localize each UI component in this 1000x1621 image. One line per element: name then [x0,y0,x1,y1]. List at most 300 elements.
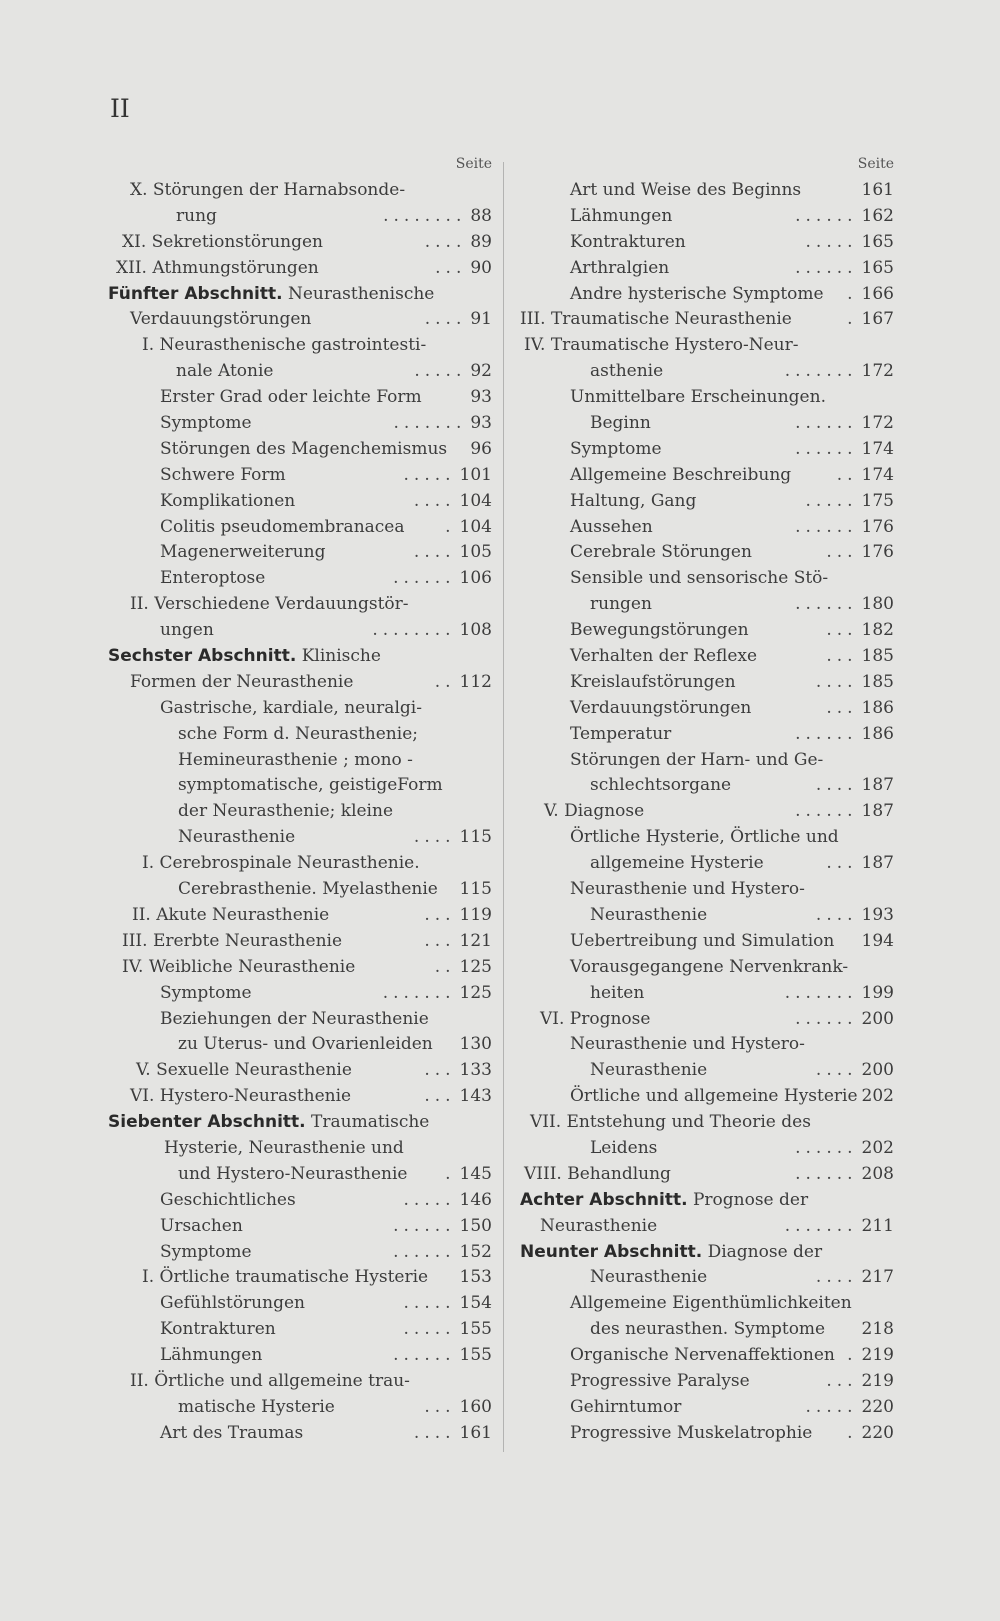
toc-page-number: 125 [459,982,492,1003]
toc-page-number: 145 [459,1163,492,1184]
toc-entry-title [108,644,381,670]
toc-entry-text: Leidens [590,1137,658,1158]
toc-page-number: 161 [861,180,894,200]
toc-page-number: 174 [861,464,894,485]
toc-entry [108,385,492,411]
toc-page-number: 217 [861,1267,894,1288]
toc-entry-title [160,411,252,437]
toc-entry-text: Beginn [590,413,651,434]
toc-entry-title [590,851,764,877]
toc-page-number: 104 [459,490,492,511]
toc-entry [520,566,894,592]
toc-page-number: 202 [861,1086,894,1107]
toc-entry-text: Sensible und sensorische Stö- [570,568,829,589]
toc-entry [108,644,492,670]
toc-page-number: 155 [459,1319,492,1340]
toc-entry-text: rung [176,205,217,226]
toc-entry-title [178,877,438,903]
toc-entry-title [520,1188,808,1214]
toc-page-number: 199 [861,982,894,1003]
toc-entry-text: Art des Traumas [160,1422,304,1443]
toc-entry-title [176,204,217,230]
toc-entry-text: III. Ererbte Neurasthenie [122,930,343,951]
dot-leader: ...... [795,723,858,744]
toc-entry-title [160,618,214,644]
toc-entry-text: des neurasthen. Symptome [590,1319,826,1340]
section-heading: Siebenter Abschnitt. [108,1112,306,1133]
toc-entry [108,1265,492,1291]
toc-entry [520,515,894,541]
toc-entry-text: nale Atonie [176,361,274,382]
toc-entry-title [570,1291,852,1317]
toc-entry-text: Neurasthenie [540,1215,658,1236]
toc-entry-text: Komplikationen [160,490,296,511]
toc-page-number: 186 [861,723,894,744]
toc-entry-text: Neurasthenie [590,1060,708,1081]
toc-entry [108,204,492,230]
toc-entry-text: V. Sexuelle Neurasthenie [136,1060,352,1081]
toc-entry-text: Neurasthenische [282,283,435,304]
toc-page-number: 161 [459,1422,492,1443]
dot-leader: . [445,516,456,537]
dot-leader: ...... [795,438,858,459]
toc-entry [108,1162,492,1188]
toc-entry [520,1291,894,1317]
toc-page-number: 154 [459,1293,492,1314]
toc-page-number: 211 [861,1215,894,1236]
toc-entry [108,566,492,592]
toc-entry-title [570,955,848,981]
dot-leader: . [847,1345,858,1366]
toc-entry [520,540,894,566]
dot-leader: ....... [784,361,858,382]
toc-page-number: 143 [459,1086,492,1107]
toc-entry-title [160,566,265,592]
dot-leader: ... [435,257,467,278]
toc-entry-title [570,696,751,722]
toc-entry-title [178,748,413,774]
toc-entry [108,1214,492,1240]
dot-leader: . [847,283,858,304]
page-number: II [110,94,130,123]
toc-entry-title [160,1240,252,1266]
toc-page-number: 125 [459,956,492,977]
toc-entry-text: VI. Hystero-Neurasthenie [130,1086,352,1107]
toc-entry-text: Kontrakturen [160,1319,276,1340]
toc-page-number: 208 [861,1163,894,1184]
toc-entry-text: heiten [590,982,645,1003]
dot-leader: ... [826,620,858,641]
toc-page-number: 93 [470,413,492,434]
toc-entry [108,1369,492,1395]
toc-entry-title [570,230,686,256]
toc-entry [520,333,894,359]
toc-entry-text: I. Neurasthenische gastrointesti- [142,335,427,356]
dot-leader: .... [815,1267,858,1288]
toc-entry-title [570,256,669,282]
toc-entry [520,204,894,230]
toc-entry-title [160,1214,243,1240]
toc-entry [520,1188,894,1214]
toc-page-number: 88 [470,205,492,226]
toc-entry-text: Verhalten der Reflexe [570,646,758,667]
toc-entry [520,799,894,825]
toc-entry-title [570,489,696,515]
dot-leader: .... [815,1060,858,1081]
toc-page-number: 187 [861,853,894,874]
toc-entry-title [142,1265,428,1291]
toc-entry [520,1110,894,1136]
toc-entry-text: Progressive Paralyse [570,1370,750,1391]
toc-entry-title [142,333,426,359]
toc-entry [108,1110,492,1136]
toc-entry-title [160,489,295,515]
toc-entry-title [570,1084,858,1110]
toc-entry-text: Vorausgegangene Nervenkrank- [570,956,849,977]
toc-entry [520,773,894,799]
toc-page-number: 175 [861,490,894,511]
toc-entry-title [570,178,801,204]
toc-entry-text: Kreislaufstörungen [570,671,736,692]
toc-entry-title [570,670,736,696]
toc-entry-title [524,1162,671,1188]
toc-entry-text: Lähmungen [570,205,673,226]
dot-leader: ..... [414,361,467,382]
toc-entry [108,1084,492,1110]
toc-entry-title [540,1214,657,1240]
toc-entry-title [570,722,671,748]
toc-entry-title [160,981,252,1007]
toc-entry-text: Erster Grad oder leichte Form [160,387,422,408]
toc-entry-text: Symptome [160,982,252,1003]
toc-entry [108,722,492,748]
toc-entry-text: Beziehungen der Neurasthenie [160,1008,429,1029]
toc-page-number: 108 [459,620,492,641]
toc-page-number: 167 [861,309,894,330]
toc-entry-text: zu Uterus- und Ovarienleiden [178,1034,433,1055]
toc-entry [108,282,492,308]
toc-entry-text: II. Örtliche und allgemeine trau- [130,1370,410,1391]
toc-entry [520,1369,894,1395]
toc-right-lines [520,178,894,1447]
toc-entry-title [590,592,652,618]
toc-entry [520,1265,894,1291]
toc-entry-text: Traumatische [305,1112,430,1133]
toc-entry [520,1058,894,1084]
toc-page-number: 219 [861,1345,894,1366]
toc-entry-text: rungen [590,594,652,615]
toc-page-number: 193 [861,904,894,925]
toc-entry [108,178,492,204]
toc-page-number: 115 [459,827,492,848]
toc-entry-text: II. Verschiedene Verdauungstör- [130,594,409,615]
toc-entry-title [520,1240,822,1266]
toc-page-number: 133 [459,1060,492,1081]
dot-leader: ...... [795,1008,858,1029]
toc-entry-title [160,437,447,463]
toc-entry [520,877,894,903]
dot-leader: ....... [784,982,858,1003]
toc-page-number: 172 [861,413,894,434]
toc-page-number: 112 [459,671,492,692]
toc-entry [520,929,894,955]
toc-entry-title [122,230,323,256]
toc-entry-title [570,644,757,670]
toc-entry-title [160,1317,276,1343]
toc-page-number: 91 [470,309,492,330]
toc-entry-text: Neurasthenie und Hystero- [570,1034,805,1055]
toc-entry [108,1343,492,1369]
toc-entry [520,644,894,670]
dot-leader: .. [836,464,858,485]
toc-page-number: 152 [459,1241,492,1262]
toc-entry [108,359,492,385]
toc-entry-text: symptomatische, geistigeForm [178,775,443,796]
toc-entry-text: Hemineurasthenie ; mono - [178,749,413,770]
toc-page-number: 180 [861,594,894,615]
dot-leader: ....... [382,982,456,1003]
toc-entry-text: Temperatur [570,723,672,744]
toc-entry-text: IV. Weibliche Neurasthenie [122,956,356,977]
toc-entry [108,799,492,825]
dot-leader: .... [413,542,456,563]
toc-entry-title [130,307,311,333]
toc-entry-text: ungen [160,620,214,641]
dot-leader: .... [413,1422,456,1443]
toc-page-number: 153 [459,1267,492,1288]
seite-header-left: Seite [455,156,492,172]
toc-entry-title [160,385,422,411]
toc-entry [520,1214,894,1240]
toc-entry [520,1343,894,1369]
toc-entry [520,307,894,333]
toc-entry [520,489,894,515]
toc-entry [520,825,894,851]
toc-entry-text: Symptome [160,413,252,434]
toc-entry-title [130,178,405,204]
toc-entry [520,618,894,644]
toc-page-number: 176 [861,542,894,563]
dot-leader: .. [434,671,456,692]
toc-entry-title [164,1136,404,1162]
dot-leader: ... [424,930,456,951]
toc-entry-title [590,359,663,385]
toc-entry [108,256,492,282]
toc-entry-text: III. Traumatische Neurasthenie [520,309,792,330]
dot-leader: ....... [393,413,467,434]
toc-entry [108,307,492,333]
toc-entry [108,696,492,722]
toc-entry [520,1421,894,1447]
toc-page-number: 101 [459,464,492,485]
toc-entry-text: Cerebrale Störungen [570,542,752,563]
toc-entry [520,696,894,722]
dot-leader: . [847,309,858,330]
toc-entry-title [590,1058,707,1084]
toc-page-number: 194 [861,930,894,951]
toc-left-column [108,156,492,1447]
toc-entry-title [590,981,644,1007]
toc-entry-text: X. Störungen der Harnabsonde- [130,180,406,200]
toc-entry-text: Aussehen [570,516,653,537]
toc-entry-text: Organische Nervenaffektionen [570,1345,835,1366]
toc-entry [108,1240,492,1266]
toc-entry [520,670,894,696]
toc-entry-title [570,540,752,566]
toc-entry-title [570,825,839,851]
dot-leader: ....... [784,1215,858,1236]
toc-entry-title [520,307,792,333]
toc-page-number: 220 [861,1396,894,1417]
toc-page-number: 200 [861,1060,894,1081]
toc-entry-text: XI. Sekretionstörungen [122,231,323,252]
toc-entry-text: XII. Athmungstörungen [116,257,319,278]
toc-page-number: 105 [459,542,492,563]
toc-entry-title [178,722,418,748]
toc-entry-title [116,256,319,282]
toc-entry-title [108,1110,429,1136]
dot-leader: ........ [383,205,467,226]
toc-page-number: 219 [861,1370,894,1391]
dot-leader: . [847,1422,858,1443]
dot-leader: .... [815,904,858,925]
toc-entry [108,230,492,256]
dot-leader: ..... [403,1293,456,1314]
dot-leader: ...... [795,413,858,434]
toc-page-number: 150 [459,1215,492,1236]
toc-entry-title [570,1421,812,1447]
toc-entry-title [142,851,420,877]
toc-page-number: 220 [861,1422,894,1443]
toc-entry-text: Neurasthenie [590,904,708,925]
toc-entry [108,877,492,903]
toc-entry-title [570,515,653,541]
toc-page-number: 182 [861,620,894,641]
toc-entry [520,1084,894,1110]
toc-entry [108,955,492,981]
toc-entry-title [136,1058,352,1084]
toc-entry-title [570,204,672,230]
dot-leader: ...... [795,1137,858,1158]
toc-entry [520,1032,894,1058]
toc-entry [108,773,492,799]
toc-entry-text: sche Form d. Neurasthenie; [178,723,418,744]
toc-entry-title [178,773,443,799]
toc-entry-text: Art und Weise des Beginns [570,180,802,200]
toc-entry-title [570,282,824,308]
toc-entry-title [108,282,434,308]
toc-entry-text: Geschichtliches [160,1189,296,1210]
toc-page-number: 146 [459,1189,492,1210]
toc-entry [520,1317,894,1343]
toc-entry [520,359,894,385]
toc-entry [520,1395,894,1421]
dot-leader: .... [424,309,467,330]
dot-leader: ...... [795,205,858,226]
toc-entry-title [570,566,828,592]
toc-entry-title [176,359,273,385]
toc-entry-text: Formen der Neurasthenie [130,671,354,692]
toc-entry-text: Colitis pseudomembranacea [160,516,405,537]
toc-entry-text: Gefühlstörungen [160,1293,305,1314]
dot-leader: ...... [795,594,858,615]
toc-entry [520,981,894,1007]
toc-entry-text: Störungen des Magenchemismus [160,438,448,459]
toc-entry-title [570,1395,681,1421]
toc-entry-text: Symptome [570,438,662,459]
toc-page-number: 130 [459,1034,492,1055]
toc-entry-text: Neurasthenie [590,1267,708,1288]
seite-header-right: Seite [857,156,894,172]
toc-entry-title [130,670,353,696]
toc-entry-text: allgemeine Hysterie [590,853,764,874]
toc-entry [520,178,894,204]
toc-entry [520,1162,894,1188]
section-heading: Sechster Abschnitt. [108,646,297,667]
column-divider [503,162,504,1452]
toc-entry-text: II. Akute Neurasthenie [132,904,330,925]
toc-entry-title [160,1421,303,1447]
toc-entry-title [160,1343,262,1369]
toc-entry [108,1058,492,1084]
toc-page-number: 90 [470,257,492,278]
toc-entry-text: Allgemeine Beschreibung [570,464,792,485]
toc-entry-title [130,1369,410,1395]
toc-page-number: 185 [861,646,894,667]
toc-entry-title [544,799,644,825]
toc-page-number: 92 [470,361,492,382]
toc-page-number: 165 [861,257,894,278]
toc-entry-text: I. Cerebrospinale Neurasthenie. [142,853,420,874]
toc-entry-title [570,748,823,774]
toc-page-number: 218 [861,1319,894,1340]
toc-page-number: 200 [861,1008,894,1029]
toc-page-number: 202 [861,1137,894,1158]
toc-entry [108,929,492,955]
toc-entry-text: Andre hysterische Symptome [570,283,824,304]
toc-entry-title [570,1343,835,1369]
toc-entry-title [178,1395,335,1421]
toc-entry-text: I. Örtliche traumatische Hysterie [142,1267,429,1288]
toc-entry-text: VII. Entstehung und Theorie des [530,1112,811,1133]
toc-entry-title [590,1265,707,1291]
toc-entry-text: V. Diagnose [544,801,645,822]
toc-entry-title [178,799,393,825]
dot-leader: ... [826,697,858,718]
toc-entry-text: Örtliche und allgemeine Hysterie [570,1086,858,1107]
toc-entry-title [590,1317,825,1343]
toc-entry [108,618,492,644]
toc-entry-text: Enteroptose [160,568,266,589]
toc-entry [108,903,492,929]
toc-entry-text: Örtliche Hysterie, Örtliche und [570,827,839,848]
dot-leader: ...... [795,1163,858,1184]
toc-entry-text: VIII. Behandlung [524,1163,671,1184]
toc-page-number: 115 [459,879,492,900]
dot-leader: ... [826,853,858,874]
toc-entry [520,1007,894,1033]
toc-entry [108,515,492,541]
toc-entry-text: Neurasthenie [178,827,296,848]
toc-entry-title [160,540,325,566]
toc-entry-title [570,437,662,463]
toc-entry [520,955,894,981]
toc-entry-text: Ursachen [160,1215,243,1236]
toc-page-number: 121 [459,930,492,951]
toc-page-number: 165 [861,231,894,252]
toc-entry-text: Uebertreibung und Simulation [570,930,835,951]
toc-entry-title [160,1188,296,1214]
